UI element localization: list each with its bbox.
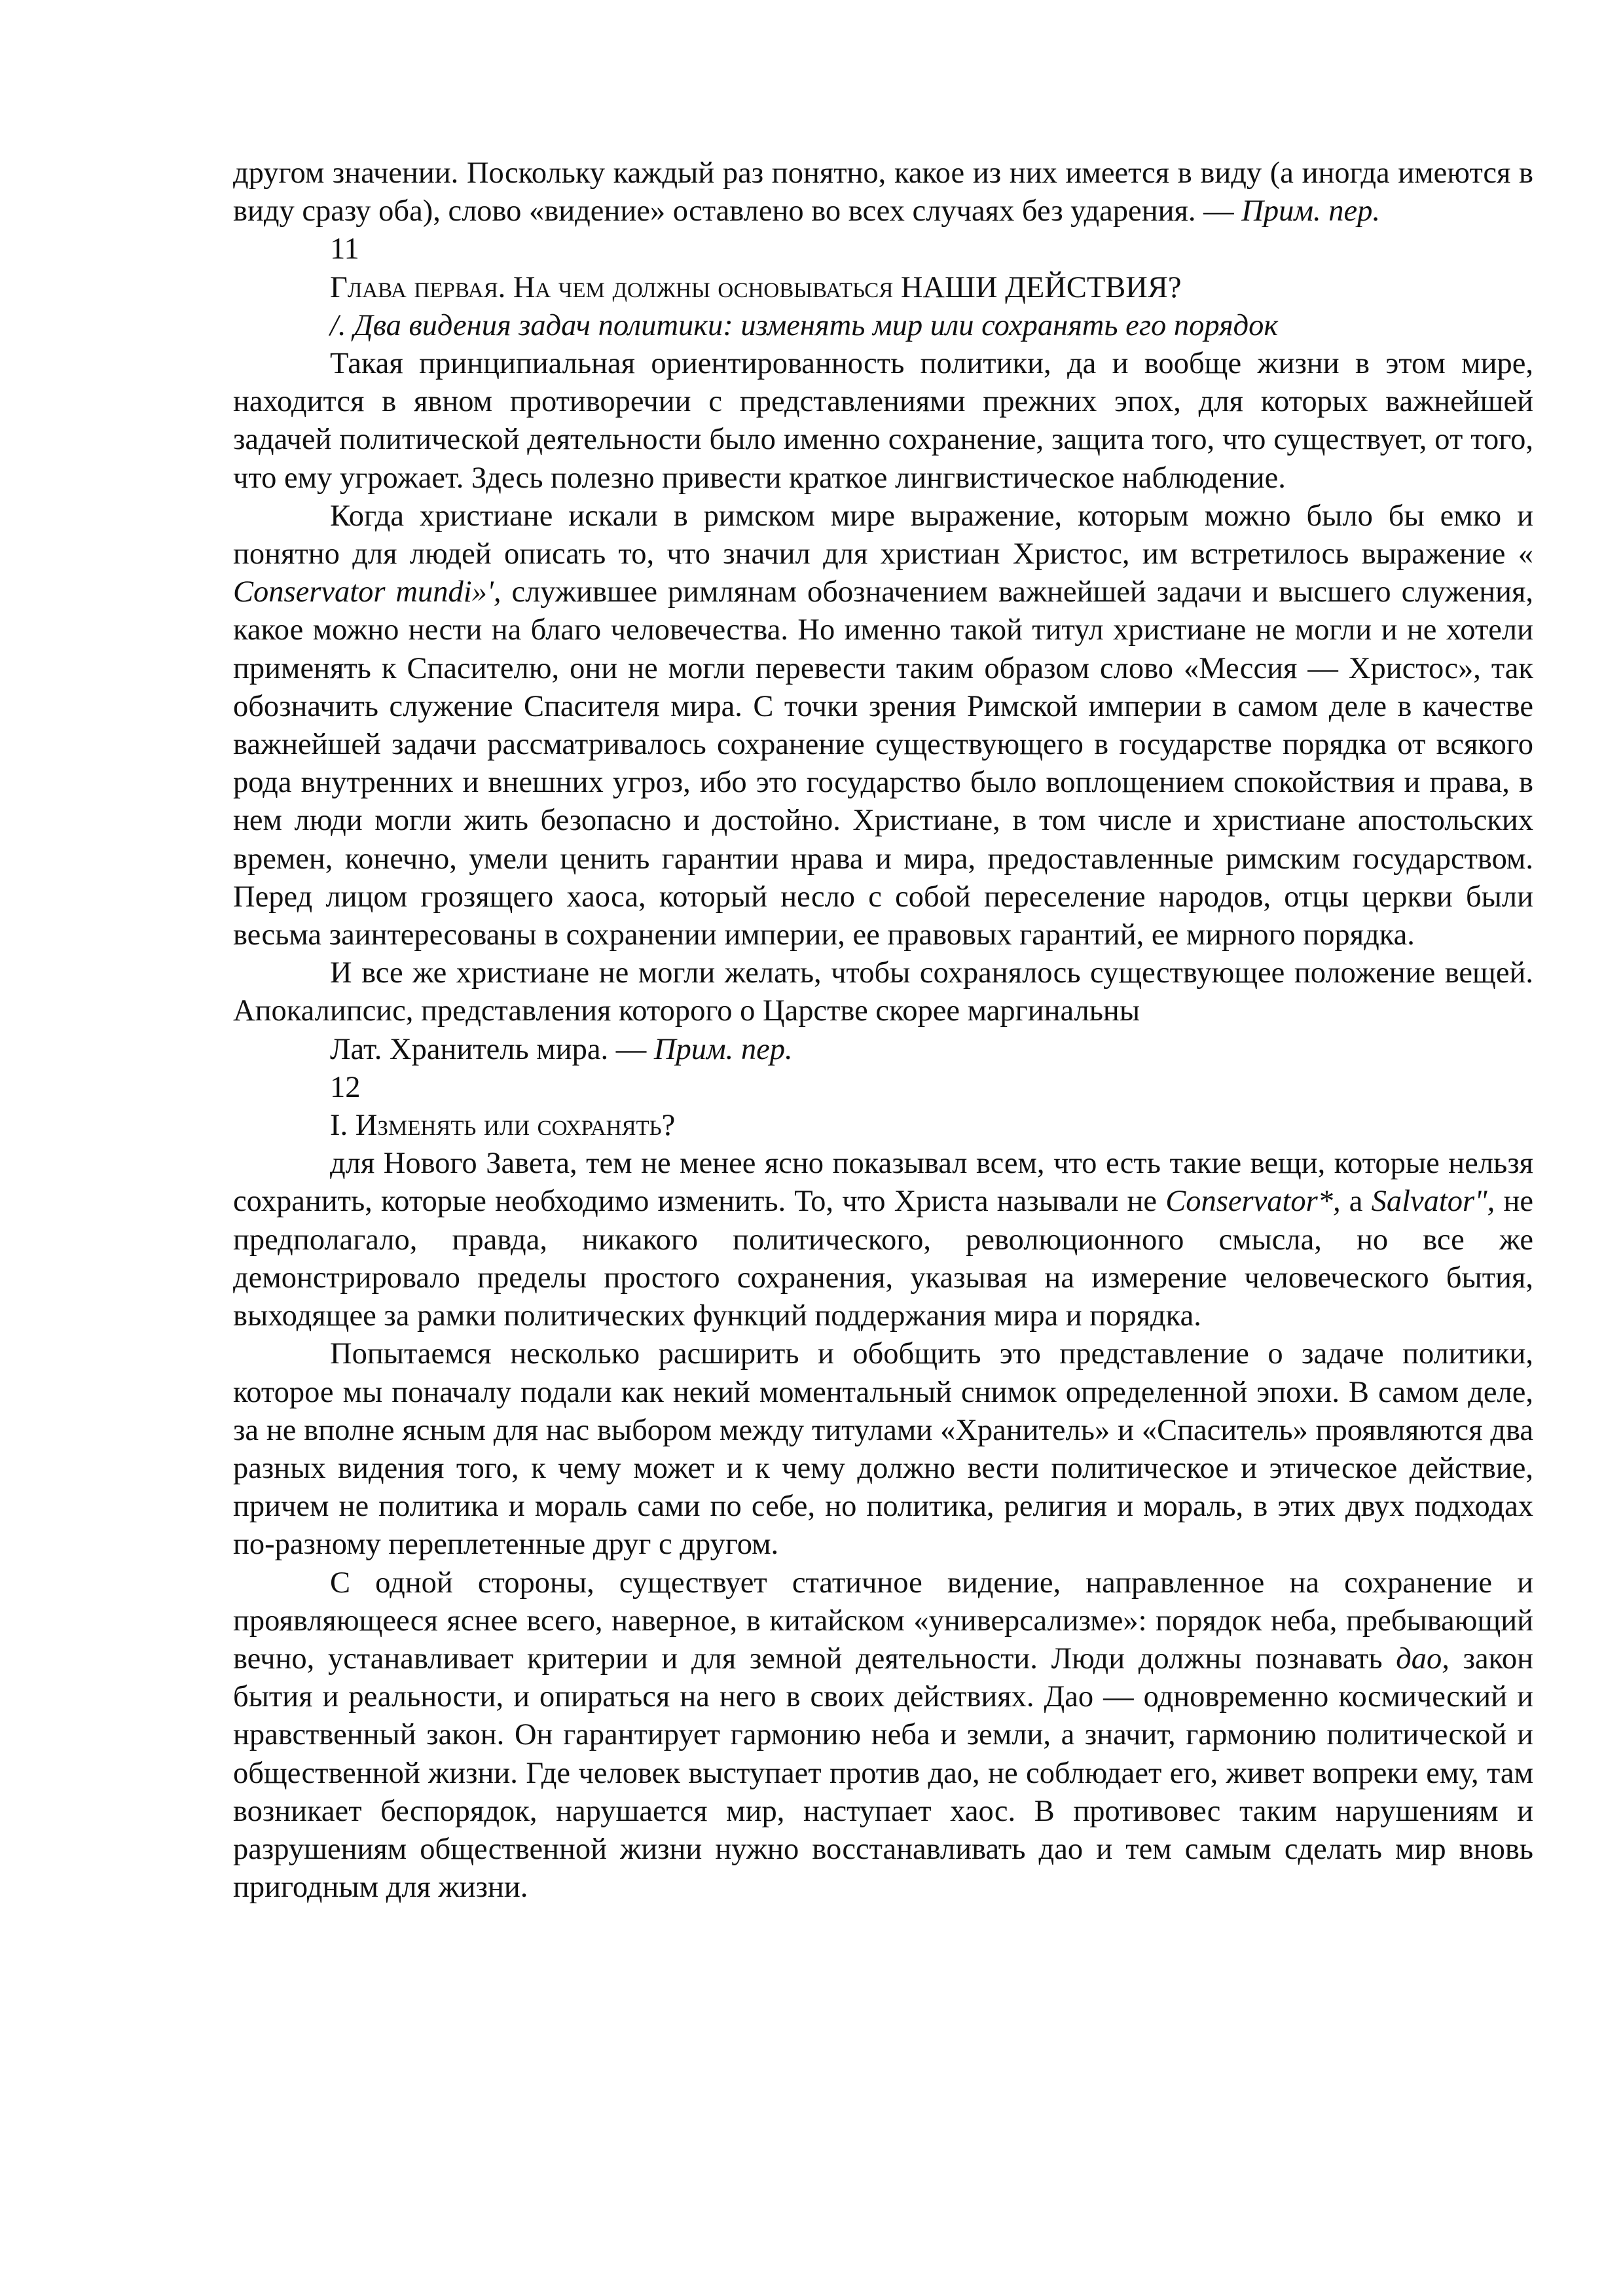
footnote-latin [233, 1031, 1533, 1069]
paragraph-6 [233, 1564, 1533, 1907]
paragraph-6-part-b: закон бытия и реальности, и опираться на него в своих действиях. Дао — одновременно космический и нравственный закон. Он гарантирует гармонию неба и земли, а значит, гармонию политической и общественной жизни. Где человек выступает против дао, не соблюдает его, живет вопреки ему, там возникает беспорядок, нарушается мир, наступает хаос. В противовес таким нарушениям и разрушениям общественной жизни нужно восстанавливать дао и тем самым сделать мир вновь пригодным для жизни. [233, 1641, 1533, 1905]
paragraph-5: Попытаемся несколько расширить и обобщить это представление о задаче политики, которое мы поначалу подали как некий моментальный снимок определенной эпохи. В самом деле, за не вполне ясным для нас выбором между титулами «Хранитель» и «Спаситель» проявляются два разных видения того, к чему может и к чему должно вести политическое и этическое действие, причем не политика и мораль сами по себе, но политика, религия и мораль, в этих двух подходах по-разному переплетенные друг с другом. [233, 1337, 1533, 1562]
paragraph-6-part-a: С одной стороны, существует статичное видение, направленное на сохранение и проявляющееся яснее всего, наверное, в китайском «универсализме»: порядок неба, пребывающий вечно, устанавливает критерии и для земной деятельности. Люди должны познавать [233, 1566, 1533, 1676]
paragraph-4-part-b: не предполагало, правда, никакого политического, революционного смысла, но все же демонстрировало пределы простого сохранения, указывая на измерение человеческого бытия, выходящее за рамки политических функций поддержания мира и порядка. [233, 1185, 1534, 1333]
paragraph-4-part-a: для Нового Завета, тем не менее ясно показывал всем, что есть такие вещи, которые нельзя сохранить, которые необходимо изменить. То, что Христа называли не [233, 1147, 1533, 1219]
paragraph-4 [233, 1145, 1533, 1335]
term-salvator: Salvator", [1371, 1185, 1495, 1219]
footnote-top [233, 154, 1533, 230]
running-header-section: I. Изменять или сохранять? [330, 1109, 676, 1143]
term-conservator-mundi: Conservator mundi»', [233, 575, 501, 609]
footnote-top-text: другом значении. Поскольку каждый раз понятно, какое из них имеется в виду (а иногда имеются в виду сразу оба), слово «видение» оставлено во всех случаях без ударения. — [233, 156, 1533, 228]
paragraph-3: И все же христиане не могли желать, чтобы сохранялось существующее положение вещей. Апокалипсис, представления которого о Царстве скорее маргинальны [233, 956, 1533, 1028]
footnote-latin-note: Прим. пер. [653, 1032, 793, 1066]
section-title: /. Два видения задач политики: изменять мир или сохранять его порядок [330, 308, 1279, 342]
term-conservator: Conservator*, [1165, 1185, 1341, 1219]
running-header-chapter-caps: НАШИ ДЕЙСТВИЯ? [900, 270, 1182, 304]
page-number-11: 11 [330, 232, 359, 266]
paragraph-4-mid: а [1340, 1185, 1372, 1219]
page-number-12: 12 [330, 1070, 361, 1104]
footnote-latin-text: Лат. Хранитель мира. — [330, 1032, 654, 1066]
paragraph-2-part-a: Когда христиане искали в римском мире выражение, которым можно было бы емко и понятно для людей описать то, что значил для христиан Христос, им встретилось выражение « [233, 499, 1533, 571]
footnote-top-note: Прим. пер. [1241, 194, 1381, 228]
paragraph-1: Такая принципиальная ориентированность политики, да и вообще жизни в этом мире, находится в явном противоречии с представлениями прежних эпох, для которых важнейшей задачей политической деятельности было именно сохранение, защита того, что существует, от того, что ему угрожает. Здесь полезно привести краткое лингвистическое наблюдение. [233, 347, 1533, 495]
running-header-chapter-sc: Глава первая. На чем должны основываться [330, 270, 901, 304]
paragraph-2-part-b: служившее римлянам обозначением важнейшей задачи и высшего служения, какое можно нести на благо человечества. Но именно такой титул христиане не могли и не хотели применять к Спасителю, они не могли перевести таким образом слово «Мессия — Христос», так обозначить служение Спасителя мира. С точки зрения Римской империи в самом деле в качестве важнейшей задачи рассматривалось сохранение существующего в государстве порядка от всякого рода внутренних и внешних угроз, ибо это государство было воплощением спокойствия и права, в нем люди могли жить безопасно и достойно. Христиане, в том числе и христиане апостольских времен, конечно, умели ценить гарантии нрава и мира, предоставленные римским государством. Перед лицом грозящего хаоса, который несло с собой переселение народов, отцы церкви были весьма заинтересованы в сохранении империи, ее правовых гарантий, ее мирного порядка. [233, 575, 1533, 952]
page-body [233, 154, 1533, 1907]
paragraph-2 [233, 497, 1533, 954]
term-dao: дао, [1396, 1641, 1450, 1676]
running-header-chapter [233, 269, 1533, 307]
